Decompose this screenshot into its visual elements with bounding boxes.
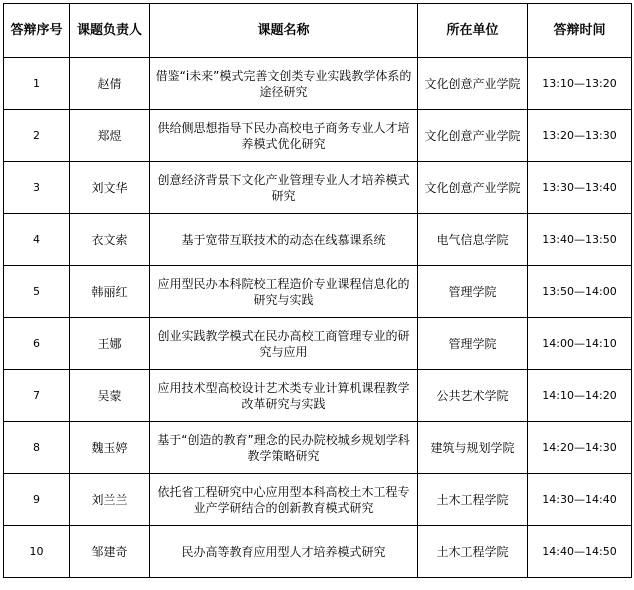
cell-seq: 3 (4, 162, 70, 214)
cell-title: 创意经济背景下文化产业管理专业人才培养模式研究 (150, 162, 418, 214)
table-row (4, 58, 632, 110)
cell-leader: 韩丽红 (70, 266, 150, 318)
table-row (4, 214, 632, 266)
cell-seq: 7 (4, 370, 70, 422)
cell-seq: 1 (4, 58, 70, 110)
cell-title: 基于宽带互联技术的动态在线慕课系统 (150, 214, 418, 266)
cell-seq: 4 (4, 214, 70, 266)
cell-title: 创业实践教学模式在民办高校工商管理专业的研究与应用 (150, 318, 418, 370)
cell-unit: 土木工程学院 (418, 474, 528, 526)
cell-title: 借鉴“i未来”模式完善文创类专业实践教学体系的途径研究 (150, 58, 418, 110)
cell-time: 14:40—14:50 (528, 526, 632, 578)
cell-title: 应用技术型高校设计艺术类专业计算机课程教学改革研究与实践 (150, 370, 418, 422)
header-time: 答辩时间 (528, 4, 632, 58)
cell-leader: 邹建奇 (70, 526, 150, 578)
cell-unit: 公共艺术学院 (418, 370, 528, 422)
table-row (4, 422, 632, 474)
header-title: 课题名称 (150, 4, 418, 58)
cell-seq: 5 (4, 266, 70, 318)
cell-leader: 王娜 (70, 318, 150, 370)
cell-title: 民办高等教育应用型人才培养模式研究 (150, 526, 418, 578)
table-row (4, 162, 632, 214)
cell-unit: 管理学院 (418, 266, 528, 318)
cell-unit: 文化创意产业学院 (418, 58, 528, 110)
cell-time: 14:00—14:10 (528, 318, 632, 370)
table-row (4, 318, 632, 370)
table-row (4, 110, 632, 162)
cell-time: 14:20—14:30 (528, 422, 632, 474)
cell-seq: 2 (4, 110, 70, 162)
cell-seq: 10 (4, 526, 70, 578)
cell-time: 14:10—14:20 (528, 370, 632, 422)
cell-leader: 郑煜 (70, 110, 150, 162)
header-seq: 答辩序号 (4, 4, 70, 58)
header-leader: 课题负责人 (70, 4, 150, 58)
header-unit: 所在单位 (418, 4, 528, 58)
cell-unit: 电气信息学院 (418, 214, 528, 266)
cell-unit: 建筑与规划学院 (418, 422, 528, 474)
table-row (4, 474, 632, 526)
cell-time: 13:10—13:20 (528, 58, 632, 110)
cell-unit: 管理学院 (418, 318, 528, 370)
cell-title: 基于“创造的教育”理念的民办院校城乡规划学科教学策略研究 (150, 422, 418, 474)
cell-leader: 刘文华 (70, 162, 150, 214)
cell-leader: 衣文索 (70, 214, 150, 266)
cell-title: 依托省工程研究中心应用型本科高校土木工程专业产学研结合的创新教育模式研究 (150, 474, 418, 526)
cell-time: 13:30—13:40 (528, 162, 632, 214)
cell-time: 13:40—13:50 (528, 214, 632, 266)
cell-seq: 6 (4, 318, 70, 370)
cell-seq: 9 (4, 474, 70, 526)
cell-time: 13:50—14:00 (528, 266, 632, 318)
cell-seq: 8 (4, 422, 70, 474)
defense-schedule-table (3, 3, 632, 578)
table-row (4, 370, 632, 422)
cell-leader: 赵倩 (70, 58, 150, 110)
cell-leader: 吴蒙 (70, 370, 150, 422)
cell-leader: 魏玉婷 (70, 422, 150, 474)
cell-title: 应用型民办本科院校工程造价专业课程信息化的研究与实践 (150, 266, 418, 318)
table-row (4, 266, 632, 318)
cell-time: 14:30—14:40 (528, 474, 632, 526)
cell-unit: 文化创意产业学院 (418, 162, 528, 214)
cell-title: 供给侧思想指导下民办高校电子商务专业人才培养模式优化研究 (150, 110, 418, 162)
table-row (4, 526, 632, 578)
cell-time: 13:20—13:30 (528, 110, 632, 162)
header-row (4, 4, 632, 58)
cell-leader: 刘兰兰 (70, 474, 150, 526)
cell-unit: 土木工程学院 (418, 526, 528, 578)
cell-unit: 文化创意产业学院 (418, 110, 528, 162)
